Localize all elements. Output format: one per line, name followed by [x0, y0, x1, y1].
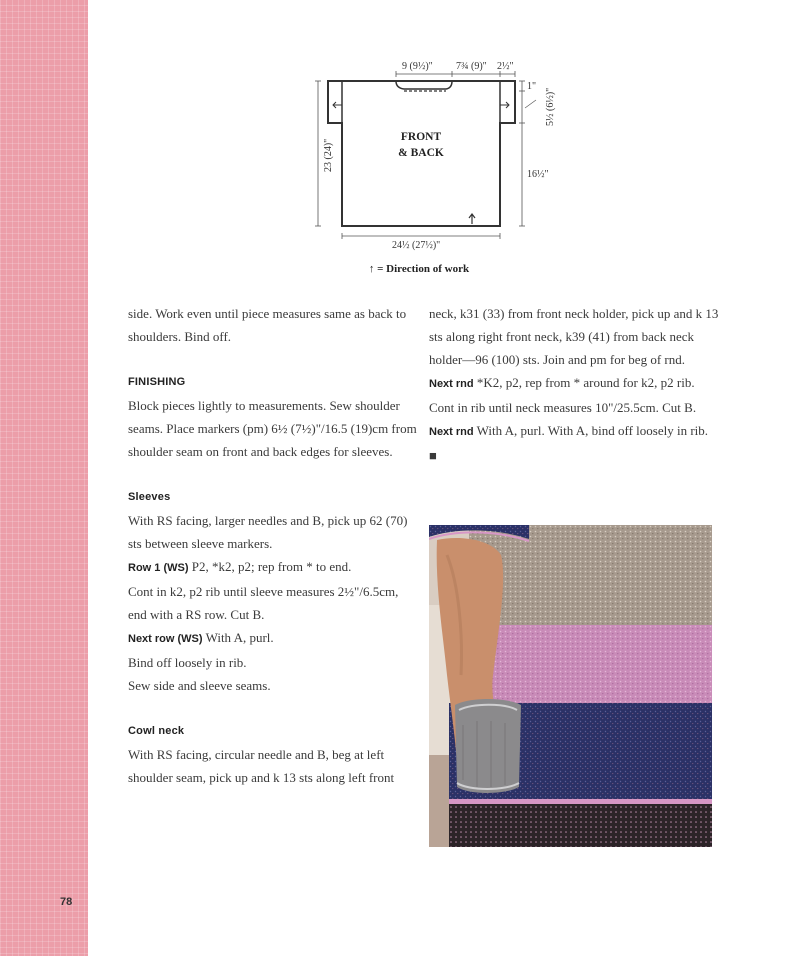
cuff-bracelet: [455, 699, 521, 793]
heading-finishing: FINISHING: [128, 376, 186, 388]
dim-right-body: 16½": [527, 169, 549, 180]
direction-arrow-icon: [469, 214, 475, 224]
dim-right-1: 1": [527, 81, 537, 92]
next-rnd-label-1: Next rnd: [429, 378, 474, 390]
label-front: FRONT: [400, 131, 442, 143]
dim-bottom-width: 24½ (27½)": [392, 240, 441, 251]
arrow-right-icon: [500, 102, 509, 108]
paragraph-cont-rib: Cont in k2, p2 rib until sleeve measures 2½"/6.5cm, end with a RS row. Cut B.: [128, 584, 399, 622]
next-rnd-text-2: With A, purl. With A, bind off loosely in rib. ■: [429, 423, 709, 463]
skirt-dark: [449, 804, 712, 847]
next-rnd-instruction-2: [429, 419, 719, 467]
row1-instruction: [128, 555, 418, 580]
paragraph-sew-seams: Sew side and sleeve seams.: [128, 678, 271, 693]
next-row-instruction: [128, 626, 418, 651]
next-rnd-instruction-1: [429, 371, 719, 419]
row1-label: Row 1 (WS): [128, 562, 189, 574]
paragraph-finishing: Block pieces lightly to measurements. Sew shoulder seams. Place markers (pm) 6½ (7½)"/16.5 (19)cm from shoulder seam on front and back edges for sleeves.: [128, 398, 417, 459]
left-column: [128, 302, 418, 789]
paragraph-cowl: With RS facing, circular needle and B, beg at left shoulder seam, pick up and k 13 sts along left front: [128, 747, 395, 785]
next-row-text: With A, purl.: [202, 630, 274, 645]
paragraph-bind-off: Bind off loosely in rib.: [128, 655, 247, 670]
dim-top-neck: 9 (9½)": [402, 61, 433, 72]
paragraph-sleeves: With RS facing, larger needles and B, pick up 62 (70) sts between sleeve markers.: [128, 513, 408, 551]
heading-sleeves: Sleeves: [128, 491, 171, 503]
heading-cowl-neck: Cowl neck: [128, 725, 185, 737]
paragraph-side: side. Work even until piece measures same as back to shoulders. Bind off.: [128, 306, 407, 344]
dim-left-length: 23 (24)": [323, 138, 334, 172]
neck-curve: [396, 81, 452, 89]
dim-right-sleeve: 5½ (6½)": [545, 87, 556, 126]
garment-photo: [429, 525, 712, 847]
next-rnd-text-1: *K2, p2, rep from * around for k2, p2 rib. Cont in rib until neck measures 10"/25.5cm. Cut B.: [429, 375, 697, 415]
next-rnd-label-2: Next rnd: [429, 426, 474, 438]
next-row-label: Next row (WS): [128, 633, 203, 645]
stripe-pink: [469, 625, 712, 703]
stripe-grey: [469, 525, 712, 625]
row1-text: P2, *k2, p2; rep from * to end.: [188, 559, 352, 574]
dim-top-shoulder: 7¾ (9)": [456, 61, 487, 72]
paragraph-neck: neck, k31 (33) from front neck holder, pick up and k 13 sts along right front neck, k39 (41) from back neck holder—96 (100) sts. Join and pm for beg of rnd.: [429, 306, 719, 367]
dim-top-sleeve: 2½": [497, 61, 514, 72]
arrow-left-icon: [333, 102, 342, 108]
front-back-schematic: [300, 48, 590, 288]
right-column: [429, 302, 719, 467]
legend-direction: ↑ = Direction of work: [368, 263, 470, 275]
decorative-pink-border: [0, 0, 88, 956]
hem-pink-edge: [449, 799, 712, 804]
label-back: & BACK: [398, 147, 444, 159]
page-number: 78: [60, 896, 73, 908]
